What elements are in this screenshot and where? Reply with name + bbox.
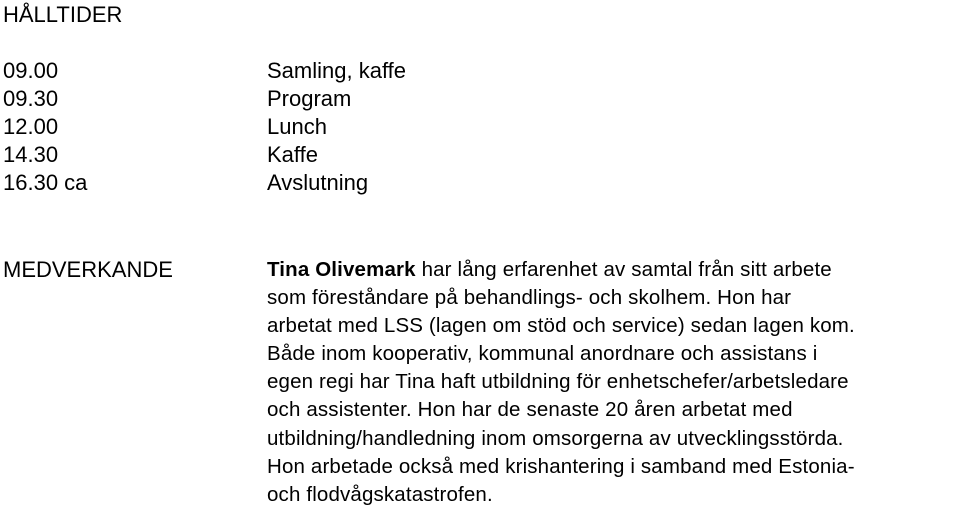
schedule-time: 12.00 [3, 114, 59, 139]
schedule-row [3, 141, 406, 169]
schedule-time: 14.30 [3, 142, 59, 167]
bio-line: Både inom kooperativ, kommunal anordnare och assistans i [267, 342, 818, 366]
schedule-row [3, 57, 406, 85]
schedule-activity: Lunch [267, 114, 327, 139]
schedule-time: 09.00 [3, 58, 59, 83]
bio-line: och flodvågskatastrofen. [267, 482, 493, 506]
bio-line: arbetat med LSS (lagen om stöd och service) sedan lagen kom. [267, 314, 855, 338]
schedule-row [3, 113, 406, 141]
bio-line: Hon arbetade också med krishantering i samband med Estonia- [267, 454, 855, 478]
participants-label: MEDVERKANDE [3, 257, 173, 282]
bio-line-text: har lång erfarenhet av samtal från sitt arbete [415, 258, 832, 281]
schedule-activity: Samling, kaffe [267, 58, 407, 83]
participant-bio [267, 256, 957, 509]
bio-line [267, 256, 957, 284]
schedule-activity: Program [267, 86, 352, 111]
schedule-time: 09.30 [3, 86, 59, 111]
schedule-time: 16.30 ca [3, 170, 88, 195]
bio-line: utbildning/handledning inom omsorgerna av utvecklingsstörda. [267, 426, 844, 450]
schedule-list [3, 57, 406, 197]
schedule-row [3, 85, 406, 113]
page-heading: HÅLLTIDER [3, 2, 123, 27]
bio-line: egen regi har Tina haft utbildning för enhetschefer/arbetsledare [267, 370, 849, 394]
schedule-row [3, 169, 406, 197]
bio-line: som föreståndare på behandlings- och skolhem. Hon har [267, 286, 792, 310]
schedule-activity: Kaffe [267, 142, 318, 167]
bio-line: och assistenter. Hon har de senaste 20 åren arbetat med [267, 398, 793, 422]
schedule-activity: Avslutning [267, 170, 369, 195]
participant-name: Tina Olivemark [267, 258, 416, 281]
